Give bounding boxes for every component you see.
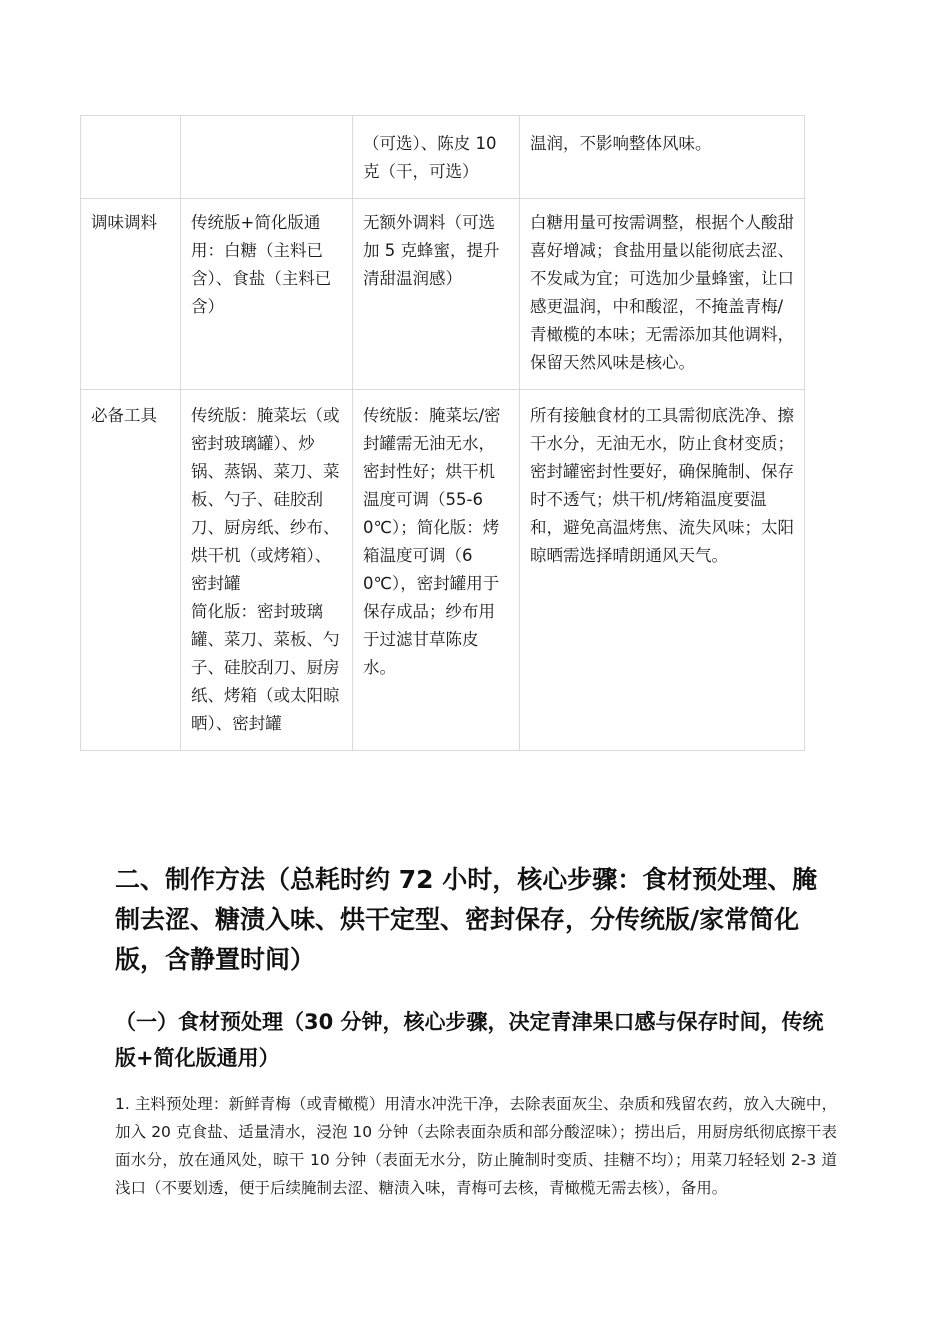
notes-cell: 温润，不影响整体风味。 (520, 116, 805, 199)
section-heading: 二、制作方法（总耗时约 72 小时，核心步骤：食材预处理、腌制去涩、糖渍入味、烘干定型、密封保存，分传统版/家常简化版，含静置时间） (115, 865, 818, 974)
subsection-heading: （一）食材预处理（30 分钟，核心步骤，决定青津果口感与保存时间，传统版+简化版通用） (115, 1010, 824, 1070)
category-cell (81, 116, 181, 199)
optional-cell: （可选）、陈皮 10 克（干，可选） (353, 116, 520, 199)
category-cell: 必备工具 (81, 390, 181, 751)
notes-cell: 所有接触食材的工具需彻底洗净、擦干水分，无油无水，防止食材变质；密封罐密封性要好，确保腌制、保存时不透气；烘干机/烤箱温度要温和，避免高温烤焦、流失风味；太阳晾晒需选择晴朗通风天气。 (520, 390, 805, 751)
traditional-cell: 传统版+简化版通用：白糖（主料已含）、食盐（主料已含） (181, 199, 353, 390)
ingredients-table (80, 115, 805, 751)
table-row (81, 390, 805, 751)
table-row (81, 199, 805, 390)
traditional-cell: 传统版：腌菜坛（或密封玻璃罐）、炒锅、蒸锅、菜刀、菜板、勺子、硅胶刮刀、厨房纸、纱布、烘干机（或烤箱）、密封罐 简化版：密封玻璃罐、菜刀、菜板、勺子、硅胶刮刀、厨房纸、烤箱（或太阳晾晒）、密封罐 (181, 390, 353, 751)
notes-cell: 白糖用量可按需调整，根据个人酸甜喜好增减；食盐用量以能彻底去涩、不发咸为宜；可选加少量蜂蜜，让口感更温润，中和酸涩，不掩盖青梅/青橄榄的本味；无需添加其他调料，保留天然风味是核心。 (520, 199, 805, 390)
table-row (81, 116, 805, 199)
step-paragraph: 1. 主料预处理：新鲜青梅（或青橄榄）用清水冲洗干净，去除表面灰尘、杂质和残留农药，放入大碗中，加入 20 克食盐、适量清水，浸泡 10 分钟（去除表面杂质和部分酸涩味）；捞出后，用厨房纸彻底擦干表面水分，放在通风处，晾干 10 分钟（表面无水分，防止腌制时变质、挂糖不均）；用菜刀轻轻划 2-3 道浅口（不要划透，便于后续腌制去涩、糖渍入味，青梅可去核，青橄榄无需去核），备用。 (115, 1095, 837, 1197)
optional-cell: 传统版：腌菜坛/密封罐需无油无水，密封性好；烘干机温度可调（55-60℃）；简化版：烤箱温度可调（60℃），密封罐用于保存成品；纱布用于过滤甘草陈皮水。 (353, 390, 520, 751)
traditional-cell (181, 116, 353, 199)
optional-cell: 无额外调料（可选加 5 克蜂蜜，提升清甜温润感） (353, 199, 520, 390)
category-cell: 调味调料 (81, 199, 181, 390)
